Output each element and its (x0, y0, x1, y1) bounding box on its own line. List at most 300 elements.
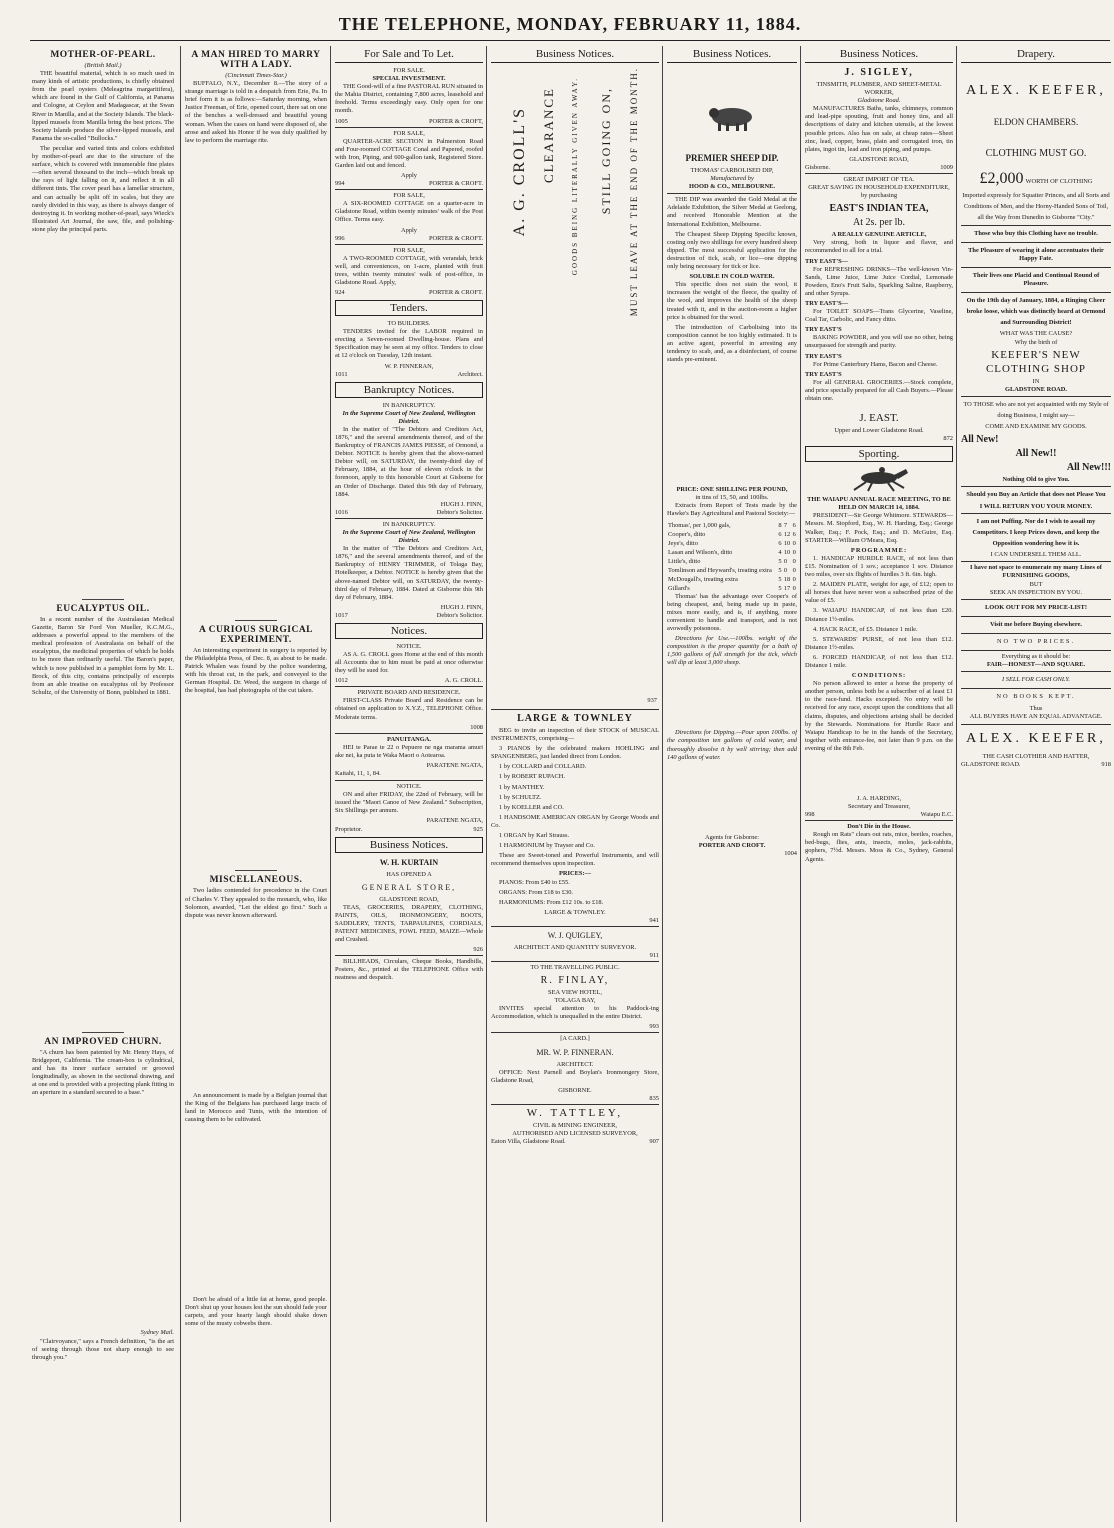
ad-address: Gladstone Road. (857, 97, 901, 105)
article-body-continued (185, 147, 327, 617)
ad-place: TOLAGA BAY, (554, 997, 596, 1005)
try-list (805, 258, 953, 404)
ad-ref: 1005 (335, 117, 348, 125)
ad-signature: PARATENE NGATA, (426, 817, 483, 825)
ad-line: Should you Buy an Article that does not Please You (966, 491, 1106, 499)
ad-subtitle: SPECIAL INVESTMENT. (372, 75, 446, 83)
list-item: 3. WAIAPU HANDICAP, of not less than £20. Distance 1½-miles. (805, 607, 953, 623)
ad-body: TEAS, GROCERIES, DRAPERY, CLOTHING, PAINTS, OILS, IRONMONGERY, BOOTS, SADDLERY, TENTS, TARPAULINES, CORDIALS, PATENT MEDICINES, FOWL FEED, MAIZE—Whole and Crushed. (335, 903, 483, 944)
table-row (667, 584, 797, 593)
divider (961, 267, 1111, 268)
ad-title: ALEX. KEEFER, (966, 730, 1106, 746)
ad-subtitle: WORTH OF CLOTHING (1025, 178, 1093, 185)
divider (961, 599, 1111, 600)
ad-address: GLADSTONE ROAD, (379, 895, 439, 903)
ad-title: NOTICE. (396, 642, 422, 650)
ad-line: All New!! (1015, 447, 1057, 459)
article-body-continued (32, 699, 174, 1029)
table-row (667, 530, 797, 539)
ad-body: These are Sweet-toned and Powerful Instruments, and will recommend themselves upon inspection. (491, 852, 659, 868)
ad-subtitle: HAS OPENED A (386, 870, 432, 878)
ad-title: GENERAL STORE, (361, 882, 457, 892)
divider (961, 650, 1111, 651)
price-item: ORGANS: From £18 to £30. (499, 888, 574, 896)
ad-body: Thomas' has the advantage over Cooper's of being cheapest, and, being made up in paste, mixes more easily, and is, if anything, more convenient to handle and transport, and is not avowedly poisonous. (667, 592, 797, 632)
table-cell: 6 (778, 530, 782, 538)
ad-body-continued (805, 755, 953, 795)
price-line: PRICE: ONE SHILLING PER POUND, (676, 486, 788, 494)
ad-ref: 911 (649, 951, 659, 959)
article-source: (Cincinnati Times-Star.) (225, 72, 287, 79)
ad-subtitle: COME AND EXAMINE MY GOODS. (985, 422, 1087, 430)
ad-line: Those who buy this Clothing have no trouble. (974, 230, 1098, 237)
croll-name: A. G. CROLL'S (511, 107, 528, 237)
ad-body: OFFICE: Next Parnell and Boylan's Ironmongery Store, Gladstone Road, (491, 1068, 659, 1084)
divider (491, 709, 659, 710)
divider (961, 561, 1111, 562)
list-item: 1 by KOELLER and CO. (499, 803, 564, 811)
table-cell: 0 (792, 566, 796, 574)
list-item: For Prime Canterbury Hams, Bacon and Cheese. (813, 360, 938, 368)
ad-subtitle: IN (1032, 377, 1040, 385)
ad-line: Visit me before Buying elsewhere. (990, 620, 1082, 628)
table-cell: Thomas', per 1,000 gals, (668, 521, 731, 529)
clearance-heading: CLEARANCE (541, 87, 556, 183)
ad-address: Eaton Villa, Gladstone Road. (491, 1138, 566, 1146)
section-header: Bankruptcy Notices. (335, 382, 483, 398)
ad-subtitle: AUTHORISED AND LICENSED SURVEYOR, (512, 1130, 638, 1137)
ad-title: MR. W. P. FINNERAN. (536, 1047, 614, 1057)
divider (335, 733, 483, 734)
ad-body: THE DIP was awarded the Gold Medal at the Adelaide Exhibition, the Silver Medal at Geelong, and received Honorable Mention at the International Exhibition, Melbourne. (667, 196, 797, 228)
ad-line: I WILL RETURN YOU YOUR MONEY. (979, 503, 1093, 511)
column-2 (180, 46, 327, 1522)
ad-subtitle: WHAT WAS THE CAUSE? (999, 330, 1073, 338)
ad-agent: PORTER & CROFT, (428, 117, 483, 125)
table-cell: 0 (792, 584, 796, 592)
ad-title: FOR SALE. (393, 67, 425, 74)
list-item: 1. HANDICAP HURDLE RACE, of not less than £15. Nomination of 1 sov.; acceptance 1 sov. Distance two miles, over six flights of hurdles 3 ft. 6in. high. (805, 554, 953, 579)
ad-body: THE Good-will of a fine PASTORAL RUN situated in the Mahia District, containing 7,800 acres, leasehold and freehold. Terms exceedingly easy. Only open for one month. (335, 83, 483, 115)
ad-role: Proprietor. (335, 825, 363, 833)
ad-ref: 993 (649, 1023, 659, 1031)
croll-advert (491, 67, 659, 707)
table-cell: 18 (783, 575, 791, 583)
ad-ref: 998 (805, 811, 815, 819)
divider (491, 1032, 659, 1033)
racehorse-icon (844, 466, 914, 492)
price-item: HARMONIUMS: From £12 10s. to £18. (499, 898, 604, 906)
ad-signature: HUGH J. FINN, (440, 603, 483, 611)
ad-line: LOOK OUT FOR MY PRICE-LIST! (985, 603, 1087, 611)
ad-agent: PORTER AND CROFT. (698, 841, 766, 849)
ad-line: FAIR—HONEST—AND SQUARE. (986, 661, 1086, 669)
ad-body: QUARTER-ACRE SECTION in Palmerston Road and Four-roomed COTTAGE Conal and Papered, roofed with Iron, Piping, and 600-gallon tank, Registered Store. Garden laid out and fenced. (335, 137, 483, 169)
column-7 (956, 46, 1111, 1522)
divider (961, 292, 1111, 293)
table-cell: 7 (783, 521, 788, 529)
ad-body: On the 19th day of January, 1884, a Ringing Cheer broke loose, which was distinctly heard at Ormond and Surrounding District! (966, 297, 1106, 327)
divider (961, 616, 1111, 617)
ad-body: FIRST-CLASS Private Board and Residence can be obtained on application to X.Y.Z., TELEPHONE Office. Moderate terms. (335, 697, 483, 721)
divider (961, 225, 1111, 226)
divider (235, 870, 278, 871)
table-row (667, 566, 797, 575)
table-cell: 0 (792, 575, 796, 583)
table-row (667, 557, 797, 566)
list-item: 3 PIANOS by the celebrated makers HOHLING and SPANGENBERG, just landed direct from London. (491, 745, 659, 761)
ad-subtitle: SOLUBLE IN COLD WATER. (689, 273, 775, 281)
section-header: Drapery. (961, 46, 1111, 63)
article-paragraph: BUFFALO, N.Y., December 8.—The story of a strange marriage is told in a despatch from Erie, Pa. In brief form it is as follows:—Saturday morning, when Justice Freeman, of Erie, opened court, there sat on one of the benches a well-dressed and beautiful young woman. When the cases on hand were disposed of, she arose and asked his Honor if he was duly qualified by law to perform the marriage rite. (185, 80, 327, 144)
article-body-continued (32, 236, 174, 596)
ad-ref: 941 (649, 916, 659, 924)
race-event-list (805, 555, 953, 670)
ad-line: NO TWO PRICES. (996, 637, 1076, 645)
ad-place: Waiapu E.C. (920, 811, 953, 819)
ad-line: SEEK AN INSPECTION BY YOU. (989, 588, 1083, 596)
ad-title: W. TATTLEY, (526, 1106, 624, 1119)
list-item: 2. MAIDEN PLATE, weight for age, of £12; open to all horses that have never won a subscribed prize of the value of £5. (805, 581, 953, 605)
table-cell: Little's, ditto (668, 557, 701, 565)
ad-amount: £2,000 (979, 170, 1024, 187)
list-item-head: TRY EAST'S (805, 326, 842, 334)
table-row (667, 539, 797, 548)
ad-body: A TWO-ROOMED COTTAGE, with verandah, brick well, and conveniences, on 1-acre, planted with fruit trees, within twenty minutes' walk of post-office, in Gladstone Road. Apply, (335, 254, 483, 286)
ad-ref: 1016 (335, 508, 348, 516)
ad-address: GLADSTONE ROAD. (1004, 385, 1068, 393)
divider (335, 189, 483, 190)
list-item: 5. STEWARDS' PURSE, of not less than £12. Distance 1½-miles. (805, 635, 953, 651)
sheep-icon (702, 103, 762, 133)
ad-line: Everything as it should be: (1001, 652, 1071, 660)
divider (335, 518, 483, 519)
list-item: 4. HACK RACE, of £5. Distance 1 mile. (813, 625, 918, 633)
divider (961, 724, 1111, 725)
divider (335, 127, 483, 128)
ad-title: LARGE & TOWNLEY (517, 713, 633, 724)
prices-title: PRICES:— (559, 870, 591, 878)
ad-ref: 926 (473, 946, 483, 954)
ad-ref: 1012 (335, 677, 348, 685)
ad-body: In the matter of "The Debtors and Creditors Act, 1876," and the several amendments thereof, and of the Bankruptcy of FRANCIS JAMES PIESSE, of Ormond, a Debtor. NOTICE is hereby given that the above-named Debtor will, on SATURDAY, the twenty-third day of February, 1884, at the hour of eleven o'clock in the forenoon, apply to this honorable Court at Gisborne for an Order of Discharge. Dated this 9th day of February, 1884. (335, 425, 483, 498)
ad-place: Kaitahi, 11, 1, 84. (335, 770, 381, 777)
ad-signature: LARGE & TOWNLEY. (544, 908, 606, 916)
article-paragraph: In a recent number of the Australasian Medical Gazette, Baron Sir Ford Von Mueller, K.C.M.G., addresses a powerful appeal to the members of the medical profession of Australasia on behalf of the eucalyptus, the medicinal properties of which he holds to be more than ordinarily useful. The Baron's paper, which is now published in a pamphlet form by Mr. L. Brock, of this city, contains principally of excerpts from an able treatise on eucalyptus oil by Professor Schultz, of the University of Bonn, published in 1881. (32, 615, 174, 696)
ad-place: GISBORNE. (558, 1086, 592, 1094)
ad-line: Nothing Old to give You. (1002, 475, 1070, 483)
divider (961, 671, 1111, 672)
ad-ref: 1009 (940, 163, 953, 171)
ad-title: CLOTHING SHOP (985, 362, 1087, 375)
ad-role: Architect. (457, 370, 483, 378)
ad-line: I have not space to enumerate my many Lines of (970, 564, 1102, 572)
table-cell: 8 (778, 521, 782, 529)
test-table (667, 521, 797, 593)
ad-title: FOR SALE, (393, 246, 425, 254)
column-5 (662, 46, 797, 1522)
ad-signature: J. A. HARDING, (856, 795, 902, 802)
table-cell: 5 (778, 584, 782, 592)
ad-body: The introduction of Carbolising into its composition cannot be too highly estimated. It is an active agent, powerful in arresting any tendency to scab, and, as a disinfectant, of course stands pre-eminent. (667, 323, 797, 364)
table-cell: 0 (792, 548, 796, 556)
ad-ref: 924 (335, 289, 345, 297)
ad-body: INVITES special attention to his Paddock-ing Accommodation, which is unequalled in the entire District. (491, 1005, 659, 1021)
list-item: 1 by COLLARD and COLLARD. (499, 763, 587, 771)
ad-body: I am not Puffing. Nor do I wish to assail my Competitors. I keep Prices down, and keep the Opposition wondering how it is. (972, 518, 1100, 548)
divider (335, 244, 483, 245)
table-cell: 6 (792, 530, 796, 538)
still-going-text: STILL GOING ON, (599, 87, 613, 215)
article-body-continued (32, 1099, 174, 1329)
ad-body: The Cheapest Sheep Dipping Specific known, costing only two shillings for every hundred sheep dipped. The most successful application for the destruction of tick, scab, or lice—one dipping only being necessary for tick or lice. (667, 230, 797, 271)
ad-court: In the Supreme Court of New Zealand, Wellington District. (342, 409, 476, 425)
ad-signature: W. P. FINNERAN, (384, 362, 434, 370)
ad-title: IN BANKRUPTCY. (382, 520, 436, 528)
article-paragraph: "A churn has been patented by Mr. Henry Hays, of Bridgeport, California. The cream-box is cylindrical, and has its inner surface serrated or grooved longitudinally, as shown in the sectional drawing, and at one end is provided with a projecting plank fitting in an aperture in a standard secured to a base." (32, 1048, 174, 1097)
ad-address: GLADSTONE ROAD. (961, 760, 1021, 768)
ad-made-by: Manufactured by (710, 175, 754, 183)
ad-body: PRESIDENT—Sir George Whitmore. STEWARDS—Messrs. M. Stopford, Esq., W. H. Harding, Esq.; George Walker, Esq.; F. Pock, Esq.; and D. McGuire, Esq. STARTER—William O'Meara, Esq. (805, 512, 953, 544)
table-cell: 17 (783, 584, 791, 592)
ad-subtitle: PROGRAMME: (850, 546, 908, 554)
ad-title: CLOTHING MUST GO. (985, 148, 1087, 159)
divider (961, 242, 1111, 243)
ad-body: TENDERS invited for the LABOR required in erecting a Seven-roomed Dwelling-house. Plans and Specification may be seen at my office. Tenders to close at 12 o'clock on Tuesday, 12th instant. (335, 328, 483, 360)
article-source: (British Mail.) (84, 62, 122, 69)
section-header: For Sale and To Let. (335, 46, 483, 63)
must-leave-text: MUST LEAVE AT THE END OF THE MONTH. (629, 67, 639, 317)
divider (491, 1104, 659, 1105)
table-cell: Jeye's, ditto (668, 539, 698, 547)
column-1 (32, 46, 174, 1522)
ad-body: ON and after FRIDAY, the 22nd of February, will be issued the "Maori Canoe of New Zealand." Subscription, Six Shillings per annum. (335, 791, 483, 815)
ad-role: ARCHITECT AND QUANTITY SURVEYOR. (513, 943, 637, 951)
ad-role: Secretary and Treasurer, (847, 803, 911, 811)
ad-role: Debtor's Solicitor. (436, 508, 483, 516)
table-cell: 10 (783, 539, 791, 547)
divider (961, 396, 1111, 397)
table-row (667, 548, 797, 557)
ad-role: TINSMITH, PLUMBER, AND SHEET-METAL WORKER, (816, 81, 942, 97)
ad-title: R. FINLAY, (540, 975, 610, 987)
ad-line: I SELL FOR CASH ONLY. (1002, 676, 1070, 684)
ad-subtitle: CONDITIONS: (851, 672, 907, 680)
article-body-continued (185, 922, 327, 1092)
list-item: 6. FORCED HANDICAP, of not less than £12. Distance 1 mile. (805, 653, 953, 669)
divider (235, 620, 278, 621)
divider (961, 688, 1111, 689)
ad-body: AS A. G. CROLL goes Home at the end of this month all Accounts due to him must be paid at once otherwise they will be sued for. (335, 650, 483, 675)
ad-ref: 1008 (470, 723, 483, 731)
ad-body: Very strong, both in liquor and flavor, and recommended to all for a trial. (805, 239, 953, 255)
list-item: For REFRESHING DRINKS—The well-known Vin-Sands, Lime Juice, Lime Juice Cordial, Lemonade Powders, Eno's Fruit Salts, Sparkling Saline, Raspberry, and other Syrups. (805, 265, 953, 297)
divider (491, 926, 659, 927)
divider (805, 820, 953, 821)
ad-ref: 1017 (335, 611, 348, 619)
ad-title: Don't Die in the House. (847, 823, 911, 831)
ad-ref: 994 (335, 180, 345, 188)
table-row (667, 521, 797, 530)
ad-ref: 996 (335, 234, 345, 242)
divider (82, 1032, 125, 1033)
ad-body: MANUFACTURES Baths, tanks, chimneys, common and lead-pipe spouting, fruit and honey tins, and all descriptions of dairy and kitchen utensils, at the lowest possible prices. Also has on sale, at cheap rates—Sheet zinc, lead, copper, brass, plain and corrugated iron, tin plates, ingot tin, lead and iron piping, and pumps. (805, 105, 953, 153)
section-header: Business Notices. (335, 837, 483, 853)
ad-subtitle: ELDON CHAMBERS. (993, 117, 1079, 127)
ad-address: Upper and Lower Gladstone Road. (834, 427, 924, 435)
ad-body: BILLHEADS, Circulars, Cheque Books, Handbills, Posters, &c., printed at the TELEPHONE Office with neatness and despatch. (335, 958, 483, 982)
ad-directions: Directions for Use.—100lbs. weight of the composition is the proper quantity for a bath of 1,500 gallons of full strength for the tick, which will dip at least 3,000 sheep. (667, 635, 797, 667)
table-cell: 12 (783, 530, 791, 538)
ad-title: PANUITANGA. (387, 735, 431, 743)
section-header: Notices. (335, 623, 483, 639)
masthead: THE TELEPHONE, MONDAY, FEBRUARY 11, 1884. (338, 14, 802, 34)
divider (961, 513, 1111, 514)
article-paragraph: The peculiar and varied tints and colors exhibited by mother-of-pearl are due to the structure of the surface, which is covered with innumerable fine plates—often several thousand to the inch—which break up the rays of light falling on it, and reflect it in all different tints. The cover pearl has a lamellar structure, and can actually be split off in scales, but they are rarely divided in this way, as there is always danger of destroying it. In working mother-of-pearl, says Wieck's Illustrated Art Journal, the saw, file, and polishing-stone play the principal parts. (32, 144, 174, 233)
price-item: PIANOS: From £40 to £55. (499, 878, 570, 886)
ad-body: A SIX-ROOMED COTTAGE on a quarter-acre in Gladstone Road, within twenty minutes' walk of the Post Office. Terms easy. (335, 200, 483, 224)
list-item-head: TRY EAST'S (805, 352, 842, 360)
ad-subtitle: TO BUILDERS. (387, 320, 431, 328)
ad-court: In the Supreme Court of New Zealand, Wellington District. (342, 528, 476, 545)
ad-title: PREMIER SHEEP DIP. (685, 153, 779, 163)
ad-directions: Directions for Dipping.—Pour upon 100lbs. of the composition ten gallons of cold water, and thoroughly dissolve it by well stirring; then add 140 gallons of water. (667, 729, 797, 761)
ad-title: FOR SALE, (393, 192, 425, 200)
list-item: 1 HANDSOME AMERICAN ORGAN by George Woods and Co. (491, 813, 659, 829)
article-body-continued (185, 1126, 327, 1296)
ad-title: FOR SALE, (393, 129, 425, 137)
ad-title: J. EAST. (859, 412, 899, 425)
section-header: Business Notices. (667, 46, 797, 63)
ad-apply: Apply (401, 172, 417, 180)
column-6 (800, 46, 953, 1522)
article-source: Sydney Mail. (140, 1329, 174, 1337)
goods-away-text: GOODS BEING LITERALLY GIVEN AWAY. (571, 77, 579, 276)
ad-subtitle: THOMAS' CARBOLISED DIP, (690, 167, 774, 174)
table-cell: 0 (783, 557, 788, 565)
ad-body: This specific does not stain the wool, it increases the weight of the fleece, the quality of the wool, and improves the health of the sheep treated with it, and in the auction-room a higher price is obtained for the wool. (667, 281, 797, 321)
article-paragraph: "Clairvoyance," says a French definition, "is the art of seeing through those not sharp enough to see through you." (32, 1337, 174, 1361)
ad-title: J. SIGLEY, (844, 67, 914, 78)
ad-title: THE WAIAPU ANNUAL RACE MEETING, TO BE HELD ON MARCH 14, 1884. (807, 496, 951, 512)
ad-role: THE CASH CLOTHIER AND HATTER, (982, 752, 1090, 760)
ad-title: ALEX. KEEFER, (966, 83, 1106, 98)
ad-body-continued (667, 366, 797, 486)
ad-place: GLADSTONE ROAD, (849, 155, 909, 163)
ad-ref: 918 (1101, 760, 1111, 768)
ad-title: W. H. KURTAIN (379, 857, 439, 867)
ad-ref: 1011 (335, 370, 348, 378)
list-item: For TOILET SOAPS—Trans Glycerine, Vaseline, Coal Tar, Carbolic, and Fancy ditto. (805, 308, 953, 324)
table-cell: 5 (778, 566, 782, 574)
ad-line: NO BOOKS KEPT. (996, 693, 1076, 701)
list-item-head: TRY EAST'S— (805, 299, 849, 307)
ad-title: W. J. QUIGLEY, (547, 930, 603, 940)
list-item: 1 by SCHULTZ. (499, 793, 542, 801)
divider (335, 686, 483, 687)
ad-body: In the matter of "The Debtors and Creditors Act, 1876," and the several amendments thereof, and of the Bankruptcy of HENRY TRIMMER, of Tolaga Bay, Hotelkeeper, a Debtor. NOTICE is hereby given that the above-named Debtor will, on SATURDAY, the twenty-third day of February, 1884. Dated at Gisborne this 9th day of February, 1884. (335, 545, 483, 601)
article-title: AN IMPROVED CHURN. (44, 1036, 162, 1047)
article-paragraph: An interesting experiment in surgery is reported by the Philadelphia Press, of Dec. 8, as about to be made. Patrick Whalen was found by the police wandering, with his throat cut, in the park, and conveyed to the German Hospital. Dr. Weed, the surgeon in charge of the hospital, has had photographs of the cut taken. (185, 646, 327, 695)
list-item: For all GENERAL GROCERIES.—Stock complete, and price specially prepared for all Cash Buyers.—Please obtain one. (805, 378, 953, 402)
list-item: 1 HARMONIUM by Trayser and Co. (499, 842, 595, 850)
table-cell: McDougall's, treating extra (668, 575, 738, 583)
article-title: EUCALYPTUS OIL. (56, 603, 150, 614)
ad-subtitle: SEA VIEW HOTEL, (548, 989, 602, 997)
divider (82, 599, 125, 600)
article-paragraph: THE beautiful material, which is so much used in many kinds of artistic productions, is chiefly obtained from the pearl oysters (Meleagrina margaritifera), which are found in the Gulf of California, at Panama and Cologne, at Ceylon and Madagascar, at the Swan River in Manilla, and at the Society Islands. The black-lipped mussels from Manilla bring the best prices. The Society Islands produce the silver-lipped mussels, and Panama the so-called "Bullocks." (32, 70, 174, 142)
ad-title: KEEFER'S NEW (991, 348, 1081, 361)
divider (805, 173, 953, 174)
divider (335, 780, 483, 781)
section-header: Sporting. (805, 446, 953, 462)
divider (335, 955, 483, 956)
table-cell: 10 (783, 548, 791, 556)
ad-subtitle: TO THE TRAVELLING PUBLIC. (530, 963, 620, 971)
table-cell: 5 (778, 575, 782, 583)
ad-line: I CAN UNDERSELL THEM ALL. (990, 551, 1082, 559)
ad-agent-label: Agents for Gisborne: (705, 833, 759, 841)
ad-signature: A. G. CROLL. (444, 677, 483, 685)
list-item: 1 by ROBERT RUPACH. (499, 773, 566, 781)
ad-line: Their lives one Placid and Continual Round of Pleasure. (972, 272, 1100, 288)
ad-title: GREAT IMPORT OF TEA. (843, 175, 915, 183)
ad-body: Rough on Rats" clears out rats, mice, beetles, roaches, bed-bugs, flies, ants, insects, moles, jack-rabbits, gophers, 7½d. Messrs. Moss & Co., Sydney, General Agents. (805, 831, 953, 863)
ad-body-continued (667, 669, 797, 729)
ad-apply: Apply (401, 226, 417, 234)
table-cell: Tomlinson and Heyward's, treating extra (668, 566, 772, 574)
ad-title: IN BANKRUPTCY. (382, 401, 436, 409)
ad-body: No person allowed to enter a horse the property of another person, unless both be a subscriber of at least £1 to the race-fund. Hacks excepted. No entry will be received for any race, except upon the conditions that all claims, disputes, and objections arising shall be decided by the Stewards. Nominations for Hurdle Race and Waiapu Handicap to be in the hands of the Secretary, together with entrance-fee, not later than 9 p.m. on the evening of the 8th Feb. (805, 680, 953, 752)
ad-subtitle: in tins of 15, 50, and 100lbs. (695, 494, 769, 502)
column-4 (486, 46, 659, 1522)
ad-body: Extracts from Report of Tests made by the Hawke's Bay Agricultural and Pastoral Society:— (667, 502, 797, 518)
list-item: BAKING POWDER, and you will use no other, being unsurpassed for strength and purity. (805, 334, 953, 350)
article-paragraph: Two ladies contended for precedence in the Court of Charles V. They appealed to the monarch, who, like Solomon, awarded, "Let the eldest go first." Such a dispute was never known afterward. (185, 887, 327, 919)
divider (667, 193, 797, 194)
list-item: 1 by MANTHEY. (499, 783, 545, 791)
ad-line: FURNISHING GOODS, (1002, 572, 1070, 580)
ad-title: EAST'S INDIAN TEA, (829, 203, 929, 215)
ad-agent: PORTER & CROFT. (428, 180, 483, 188)
ad-ref: 872 (943, 435, 953, 443)
ad-maker: HOOD & CO., MELBOURNE. (689, 183, 775, 191)
table-cell: 0 (792, 539, 796, 547)
ad-signature: HUGH J. FINN, (440, 500, 483, 508)
divider (491, 961, 659, 962)
article-title: MISCELLANEOUS. (209, 875, 303, 886)
ad-price: At 2s. per lb. (853, 217, 905, 229)
table-cell: 6 (792, 521, 796, 529)
ad-title: NOTICE. (396, 783, 422, 791)
ad-line: The Pleasure of wearing it alone accentuates their Happy Fate. (968, 247, 1104, 263)
ad-body: Imported expressly for Squatter Princes, and all Sorts and Conditions of Men, and the Horny-Handed Sons of Toil, all the Way from Dunedin to Gisborne "City." (962, 192, 1110, 221)
ad-line: All New!!! (1066, 461, 1111, 473)
divider (961, 486, 1111, 487)
table-cell: Gillard's (668, 584, 690, 592)
ad-ref: 835 (649, 1094, 659, 1102)
table-cell: 0 (783, 566, 788, 574)
ad-ref: 937 (647, 696, 657, 704)
section-header: Business Notices. (805, 46, 953, 63)
table-cell: 5 (778, 557, 782, 565)
ad-body: TO THOSE who are not yet acquainted with my Style of doing Business, I might say— (963, 400, 1109, 419)
table-cell: 0 (792, 557, 796, 565)
list-item-head: TRY EAST'S (805, 370, 842, 378)
article-title: A MAN HIRED TO MARRY WITH A LADY. (191, 50, 321, 70)
ad-line: All New! (961, 433, 999, 445)
ad-role: ARCHITECT. (556, 1060, 594, 1068)
